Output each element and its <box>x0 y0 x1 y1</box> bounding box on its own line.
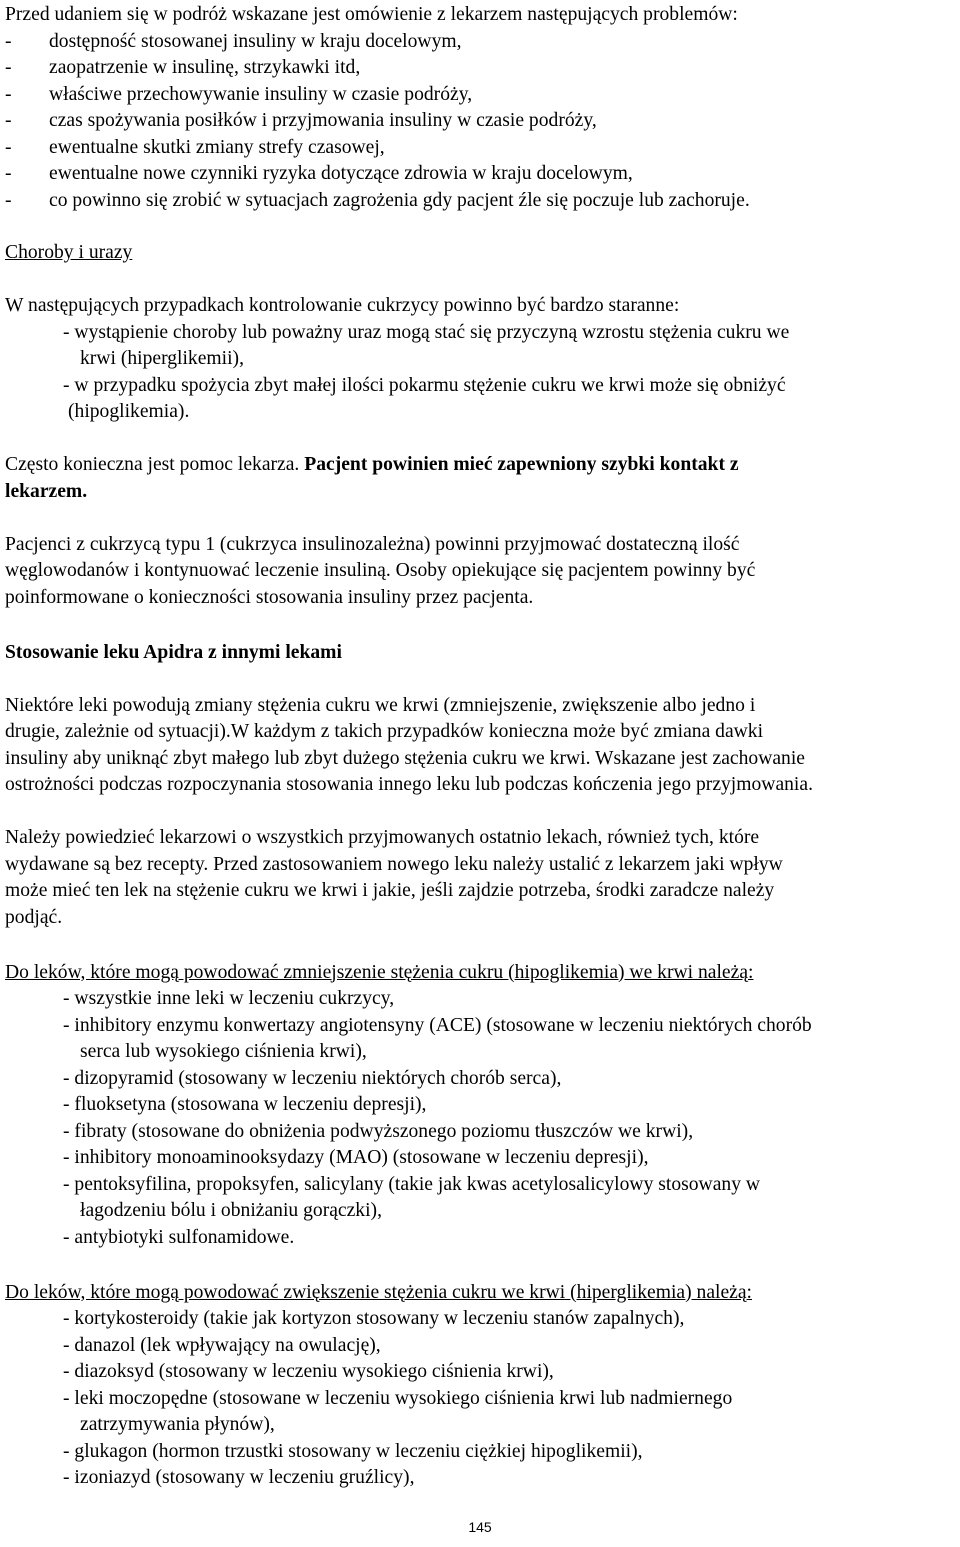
document-page <box>5 0 957 1492</box>
intro-lead: Przed udaniem się w podróż wskazane jest omówienie z lekarzem następujących problemów: <box>5 4 738 25</box>
doctor-help-emphasis: lekarzem. <box>5 480 88 502</box>
list-item: - zaopatrzenie w insulinę, strzykawki itd, <box>5 57 361 78</box>
intro-list <box>5 29 957 215</box>
list-item: - ewentualne skutki zmiany strefy czasowej, <box>5 136 385 158</box>
list-item: - diazoksyd (stosowany w leczeniu wysokiego ciśnienia krwi), <box>63 1361 554 1382</box>
interactions-paragraph-1: Niektóre leki powodują zmiany stężenia cukru we krwi (zmniejszenie, zwiększenie albo jedno i drugie, zależnie od sytuacji).W każdym z takich przypadków konieczna może być zmiana dawki insuliny aby uniknąć zbyt małego lub zbyt dużego stężenia cukru we krwi. Wskazane jest zachowanie ostrożności podczas rozpoczynania stosowania innego leku lub podczas kończenia jego przyjmowania. <box>5 694 813 795</box>
list-item: - inhibitory monoaminooksydazy (MAO) (stosowane w leczeniu depresji), <box>63 1147 649 1168</box>
list-item: - glukagon (hormon trzustki stosowany w leczeniu ciężkiej hipoglikemii), <box>63 1440 643 1462</box>
list-item: - wszystkie inne leki w leczeniu cukrzycy, <box>63 988 395 1009</box>
list-item-continuation: łagodzeniu bólu i obniżaniu gorączki), <box>80 1200 382 1221</box>
hypo-heading: Do leków, które mogą powodować zmniejszenie stężenia cukru (hipoglikemia) we krwi należą: <box>5 961 754 983</box>
list-item: - leki moczopędne (stosowane w leczeniu wysokiego ciśnienia krwi lub nadmiernego <box>63 1387 733 1409</box>
list-item: - pentoksyfilina, propoksyfen, salicylany (takie jak kwas acetylosalicylowy stosowany w <box>63 1173 761 1195</box>
illness-heading: Choroby i urazy <box>5 242 133 263</box>
hypo-list <box>5 986 957 1251</box>
type1-paragraph: Pacjenci z cukrzycą typu 1 (cukrzyca insulinozależna) powinni przyjmować dostateczną ilość węglowodanów i kontynuować leczenie insuliną. Osoby opiekujące się pacjentem powinny być poinformowane o konieczności stosowania insuliny przez pacjenta. <box>5 533 756 608</box>
hyper-list <box>5 1306 957 1492</box>
list-item-continuation: krwi (hiperglikemii), <box>80 348 244 369</box>
list-item: - czas spożywania posiłków i przyjmowania insuliny w czasie podróży, <box>5 110 597 131</box>
list-item: - fibraty (stosowane do obniżenia podwyższonego poziomu tłuszczów we krwi), <box>63 1120 694 1142</box>
list-item: - dizopyramid (stosowany w leczeniu niektórych chorób serca), <box>63 1067 562 1089</box>
page-number: 145 <box>468 1519 492 1535</box>
list-item: - w przypadku spożycia zbyt małej ilości pokarmu stężenie cukru we krwi może się obniżyć <box>63 374 786 396</box>
list-item-continuation: serca lub wysokiego ciśnienia krwi), <box>80 1041 367 1062</box>
hyper-heading: Do leków, które mogą powodować zwiększenie stężenia cukru we krwi (hiperglikemia) należą: <box>5 1281 753 1303</box>
list-item: - kortykosteroidy (takie jak kortyzon stosowany w leczeniu stanów zapalnych), <box>63 1308 685 1329</box>
list-item: - antybiotyki sulfonamidowe. <box>63 1226 295 1248</box>
list-item: - wystąpienie choroby lub poważny uraz mogą stać się przyczyną wzrostu stężenia cukru we <box>63 321 790 343</box>
list-item: - izoniazyd (stosowany w leczeniu gruźlicy), <box>63 1467 415 1488</box>
interactions-heading: Stosowanie leku Apidra z innymi lekami <box>5 641 342 663</box>
list-item: - inhibitory enzymu konwertazy angiotensyny (ACE) (stosowane w leczeniu niektórych chorób <box>63 1014 812 1036</box>
list-item: - fluoksetyna (stosowana w leczeniu depresji), <box>63 1094 427 1115</box>
list-item: - co powinno się zrobić w sytuacjach zagrożenia gdy pacjent źle się poczuje lub zachoruje. <box>5 189 750 211</box>
list-item-continuation: (hipoglikemia). <box>68 401 190 422</box>
list-item: - danazol (lek wpływający na owulację), <box>63 1334 381 1356</box>
list-item: - ewentualne nowe czynniki ryzyka dotyczące zdrowia w kraju docelowym, <box>5 163 633 184</box>
illness-lead: W następujących przypadkach kontrolowanie cukrzycy powinno być bardzo staranne: <box>5 295 680 316</box>
interactions-paragraph-2: Należy powiedzieć lekarzowi o wszystkich przyjmowanych ostatnio lekach, również tych, które wydawane są bez recepty. Przed zastosowaniem nowego leku należy ustalić z lekarzem jaki wpływ może mieć ten lek na stężenie cukru we krwi i jakie, jeśli zajdzie potrzeba, środki zaradcze należy podjąć. <box>5 827 783 928</box>
doctor-help-paragraph: Często konieczna jest pomoc lekarza. Pacjent powinien mieć zapewniony szybki kontakt z <box>5 454 739 475</box>
list-item-continuation: zatrzymywania płynów), <box>80 1414 275 1435</box>
list-item: - dostępność stosowanej insuliny w kraju docelowym, <box>5 30 462 52</box>
list-item: - właściwe przechowywanie insuliny w czasie podróży, <box>5 83 473 105</box>
